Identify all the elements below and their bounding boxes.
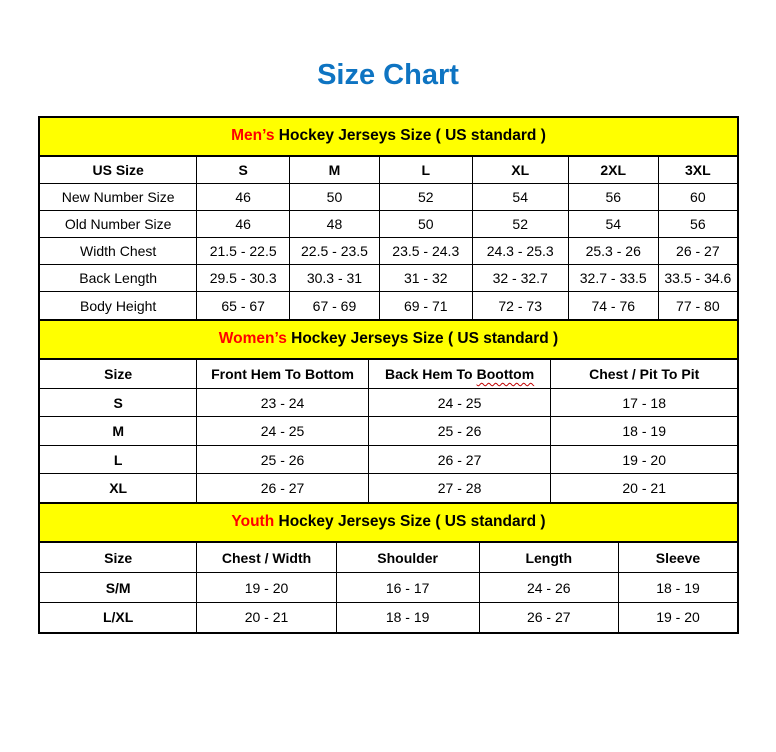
womens-section-title: Hockey Jerseys Size ( US standard ) bbox=[286, 329, 559, 347]
size-cell: 21.5 - 22.5 bbox=[197, 238, 290, 265]
col-header: Sleeve bbox=[618, 543, 737, 573]
youth-section-highlight: Youth bbox=[231, 513, 275, 531]
size-cell: 20 - 21 bbox=[197, 602, 336, 632]
col-header: M bbox=[290, 157, 380, 184]
womens-section-highlight: Women’s bbox=[218, 329, 287, 347]
table-row bbox=[40, 445, 737, 474]
size-cell: 33.5 - 34.6 bbox=[658, 265, 737, 292]
row-label: Old Number Size bbox=[40, 211, 197, 238]
size-cell: 48 bbox=[290, 211, 380, 238]
page-title: Size Chart bbox=[317, 59, 459, 91]
col-header: XL bbox=[472, 157, 568, 184]
youth-size-table bbox=[40, 543, 737, 632]
size-cell: 31 - 32 bbox=[379, 265, 472, 292]
size-cell: 46 bbox=[197, 184, 290, 211]
size-cell: 18 - 19 bbox=[551, 417, 737, 446]
size-cell: 26 - 27 bbox=[368, 445, 551, 474]
size-cell: 56 bbox=[658, 211, 737, 238]
col-header: Size bbox=[40, 360, 197, 389]
size-cell: 72 - 73 bbox=[472, 292, 568, 319]
table-row bbox=[40, 265, 737, 292]
table-row bbox=[40, 417, 737, 446]
size-cell: 67 - 69 bbox=[290, 292, 380, 319]
size-cell: 46 bbox=[197, 211, 290, 238]
row-label: Body Height bbox=[40, 292, 197, 319]
size-cell: 22.5 - 23.5 bbox=[290, 238, 380, 265]
col-header: Shoulder bbox=[336, 543, 479, 573]
col-header: Chest / Width bbox=[197, 543, 336, 573]
size-cell: 16 - 17 bbox=[336, 573, 479, 603]
table-row bbox=[40, 292, 737, 319]
size-cell: 54 bbox=[472, 184, 568, 211]
size-cell: 60 bbox=[658, 184, 737, 211]
row-label: S/M bbox=[40, 573, 197, 603]
size-cell: 32 - 32.7 bbox=[472, 265, 568, 292]
col-header: Chest / Pit To Pit bbox=[551, 360, 737, 389]
size-cell: 19 - 20 bbox=[551, 445, 737, 474]
size-cell: 20 - 21 bbox=[551, 474, 737, 503]
size-cell: 19 - 20 bbox=[197, 573, 336, 603]
row-label: L/XL bbox=[40, 602, 197, 632]
size-cell: 25.3 - 26 bbox=[568, 238, 658, 265]
table-row bbox=[40, 388, 737, 417]
size-cell: 26 - 27 bbox=[197, 474, 368, 503]
size-cell: 24 - 26 bbox=[479, 573, 618, 603]
size-cell: 50 bbox=[379, 211, 472, 238]
row-label: S bbox=[40, 388, 197, 417]
size-cell: 26 - 27 bbox=[479, 602, 618, 632]
size-cell: 24 - 25 bbox=[197, 417, 368, 446]
table-row bbox=[40, 184, 737, 211]
row-label: Back Length bbox=[40, 265, 197, 292]
size-cell: 27 - 28 bbox=[368, 474, 551, 503]
size-cell: 32.7 - 33.5 bbox=[568, 265, 658, 292]
mens-section-highlight: Men’s bbox=[231, 126, 275, 144]
size-cell: 74 - 76 bbox=[568, 292, 658, 319]
col-header-text: Back Hem To bbox=[384, 365, 473, 382]
table-row bbox=[40, 474, 737, 503]
size-cell: 50 bbox=[290, 184, 380, 211]
row-label: XL bbox=[40, 474, 197, 503]
mens-header-row bbox=[40, 157, 737, 184]
mens-section-header bbox=[40, 118, 737, 157]
col-header: 3XL bbox=[658, 157, 737, 184]
womens-size-table bbox=[40, 360, 737, 503]
table-row bbox=[40, 238, 737, 265]
col-header: S bbox=[197, 157, 290, 184]
size-cell: 30.3 - 31 bbox=[290, 265, 380, 292]
col-header bbox=[368, 360, 551, 389]
size-cell: 65 - 67 bbox=[197, 292, 290, 319]
table-row bbox=[40, 602, 737, 632]
size-cell: 18 - 19 bbox=[336, 602, 479, 632]
size-cell: 18 - 19 bbox=[618, 573, 737, 603]
youth-section-header bbox=[40, 502, 737, 543]
row-label: New Number Size bbox=[40, 184, 197, 211]
row-label: Width Chest bbox=[40, 238, 197, 265]
row-label: L bbox=[40, 445, 197, 474]
size-cell: 23 - 24 bbox=[197, 388, 368, 417]
col-header: L bbox=[379, 157, 472, 184]
size-cell: 25 - 26 bbox=[197, 445, 368, 474]
size-cell: 54 bbox=[568, 211, 658, 238]
table-row bbox=[40, 573, 737, 603]
size-cell: 23.5 - 24.3 bbox=[379, 238, 472, 265]
youth-header-row bbox=[40, 543, 737, 573]
mens-section-title: Hockey Jerseys Size ( US standard ) bbox=[274, 126, 546, 144]
table-row bbox=[40, 211, 737, 238]
size-cell: 77 - 80 bbox=[658, 292, 737, 319]
col-header: 2XL bbox=[568, 157, 658, 184]
youth-section-title: Hockey Jerseys Size ( US standard ) bbox=[274, 513, 546, 531]
size-cell: 52 bbox=[379, 184, 472, 211]
mens-size-table bbox=[40, 157, 737, 319]
womens-section-header bbox=[40, 319, 737, 360]
womens-header-row bbox=[40, 360, 737, 389]
size-chart bbox=[38, 116, 739, 634]
col-header: US Size bbox=[40, 157, 197, 184]
row-label: M bbox=[40, 417, 197, 446]
size-cell: 19 - 20 bbox=[618, 602, 737, 632]
size-cell: 52 bbox=[472, 211, 568, 238]
misspelled-word: Boottom bbox=[476, 365, 535, 382]
size-cell: 25 - 26 bbox=[368, 417, 551, 446]
size-cell: 29.5 - 30.3 bbox=[197, 265, 290, 292]
size-cell: 26 - 27 bbox=[658, 238, 737, 265]
size-cell: 24 - 25 bbox=[368, 388, 551, 417]
size-cell: 69 - 71 bbox=[379, 292, 472, 319]
col-header: Front Hem To Bottom bbox=[197, 360, 368, 389]
size-cell: 24.3 - 25.3 bbox=[472, 238, 568, 265]
col-header: Length bbox=[479, 543, 618, 573]
size-cell: 56 bbox=[568, 184, 658, 211]
col-header: Size bbox=[40, 543, 197, 573]
size-cell: 17 - 18 bbox=[551, 388, 737, 417]
